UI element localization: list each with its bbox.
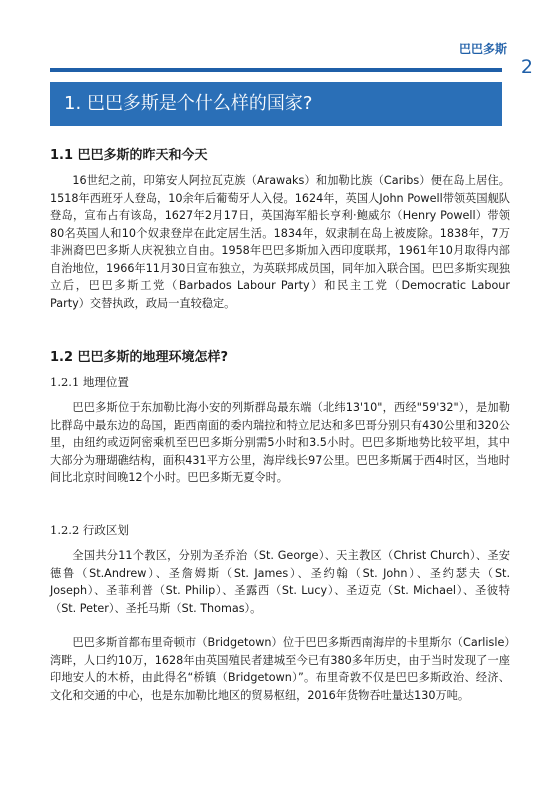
chapter-title: 1. 巴巴多斯是个什么样的国家? (64, 93, 313, 114)
subsection-heading: 1.2.1 地理位置 (50, 375, 129, 389)
section-heading: 1.1 巴巴多斯的昨天和今天 (50, 148, 208, 163)
chapter-title-bar (50, 82, 502, 126)
running-header-title: 巴巴多斯 (458, 42, 507, 56)
paragraph: 全国共分11个教区，分别为圣乔治（St. George）、天主教区（Christ Church）、圣安德鲁（St.Andrew）、圣詹姆斯（St. James）、圣约翰（St. John）、圣约瑟夫（St. Joseph）、圣菲利普（St. Philip）、圣露西（St. Lucy）、圣迈克（St. Michael）、圣彼特（St. Peter）、圣托马斯（St. Thomas）。 (50, 549, 510, 615)
subsection-heading: 1.2.2 行政区划 (50, 523, 129, 537)
section-heading: 1.2 巴巴多斯的地理环境怎样? (50, 350, 229, 365)
paragraph: 16世纪之前，印第安人阿拉瓦克族（Arawaks）和加勒比族（Caribs）便在岛上居住。1518年西班牙人登岛，10余年后葡萄牙人入侵。1624年，英国人John Powell带领英国舰队登岛，宣布占有该岛，1627年2月17日，英国海军船长亨利·鲍威尔（Henry Powell）带领80名英国人和10个奴隶登岸在此定居生活。1834年，奴隶制在岛上被废除。1838年，7万非洲裔巴巴多斯人庆祝独立自由。1958年巴巴多斯加入西印度联邦，1961年10月取得内部自治地位，1966年11月30日宣布独立，为英联邦成员国，同年加入联合国。巴巴多斯实现独立后，巴巴多斯工党（Barbados Labour Party）和民主工党（Democratic Labour Party）交替执政，政局一直较稳定。 (50, 174, 510, 310)
page-number: 2 (520, 56, 533, 78)
header-rule (50, 68, 502, 72)
paragraph: 巴巴多斯位于东加勒比海小安的列斯群岛最东端（北纬13'10"，西经"59'32"），是加勒比群岛中最东边的岛国，距西南面的委内瑞拉和特立尼达和多巴哥分别只有430公里和320公里，由纽约或迈阿密乘机至巴巴多斯分别需5小时和3.5小时。巴巴多斯地势比较平坦，其中大部分为珊瑚礁结构，面积431平方公里，海岸线长97公里。巴巴多斯属于西4时区，当地时间比北京时间晚12个小时。巴巴多斯无夏令时。 (50, 401, 510, 484)
paragraph: 巴巴多斯首都布里奇顿市（Bridgetown）位于巴巴多斯西南海岸的卡里斯尔（Carlisle）湾畔，人口约10万，1628年由英国殖民者建城至今已有380多年历史，由于当时发现了一座印地安人的木桥，由此得名“桥镇（Bridgetown）”。布里奇敦不仅是巴巴多斯政治、经济、文化和交通的中心，也是东加勒比地区的贸易枢纽，2016年货物吞吐量达130万吨。 (50, 636, 510, 702)
